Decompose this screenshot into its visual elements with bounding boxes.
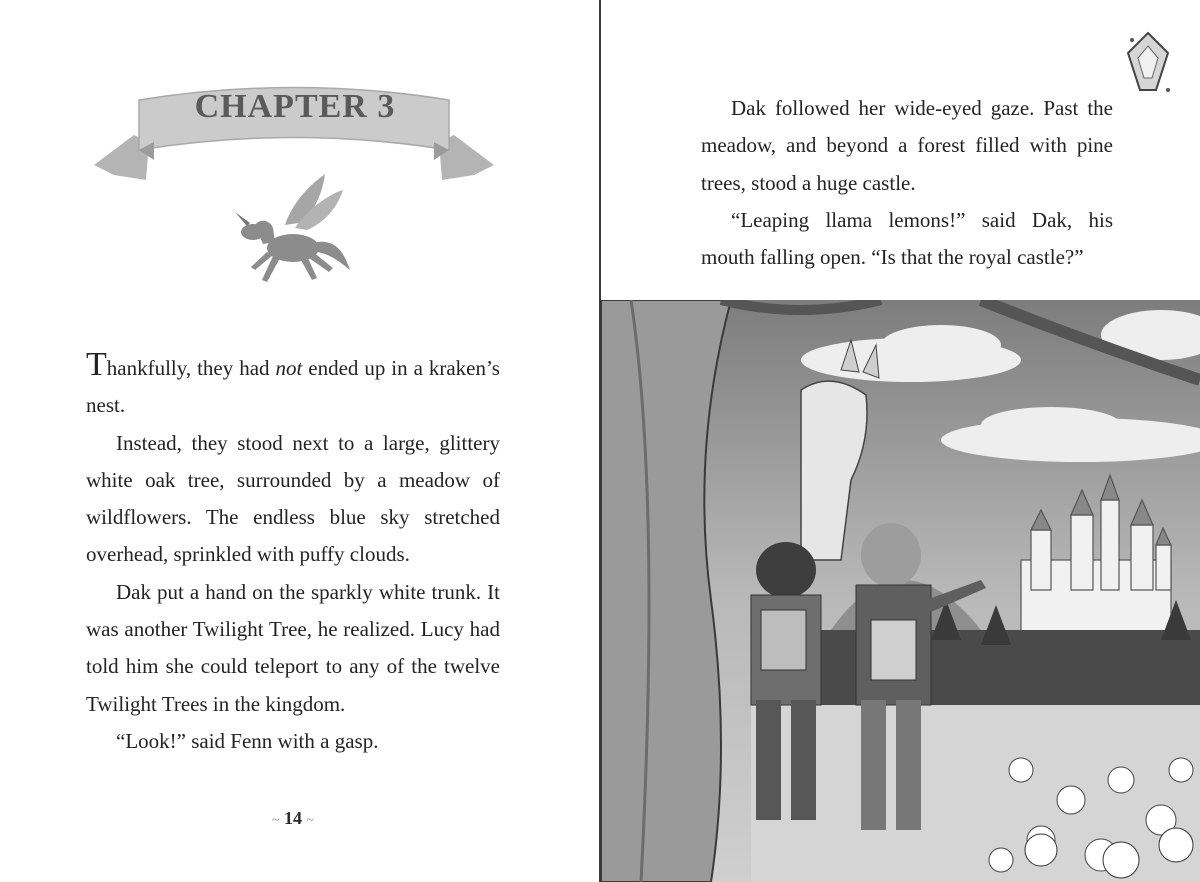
paragraph-1-emphasis: not xyxy=(275,356,303,380)
paragraph-4: “Look!” said Fenn with a gasp. xyxy=(116,728,379,753)
right-body-text xyxy=(701,90,1113,276)
gem-icon xyxy=(1118,28,1178,98)
page-number: ~ 14 ~ xyxy=(271,808,315,828)
paragraph-3: Dak put a hand on the sparkly white trunk. It was another Twilight Tree, he realized. Lucy had told him she could teleport to any of the twelve Twilight Trees in the kingdom. xyxy=(86,579,500,716)
right-paragraph-1: Dak followed her wide-eyed gaze. Past the meadow, and beyond a forest filled with pine trees, stood a huge castle. xyxy=(701,96,1113,195)
drop-cap: T xyxy=(86,346,107,383)
page-number-value: 14 xyxy=(284,808,302,828)
left-body-text xyxy=(86,346,500,760)
pegasus-icon xyxy=(225,170,360,305)
paragraph-1-text-b: ended up in a kraken’s nest. xyxy=(86,356,500,418)
chapter-title: CHAPTER 3 xyxy=(194,88,396,125)
right-paragraph-2: “Leaping llama lemons!” said Dak, his mouth falling open. “Is that the royal castle?” xyxy=(701,207,1113,270)
castle-illustration xyxy=(601,300,1200,882)
paragraph-2: Instead, they stood next to a large, glittery white oak tree, surrounded by a meadow of wildflowers. The endless blue sky stretched overhead, sprinkled with puffy clouds. xyxy=(86,430,500,567)
paragraph-1-text-a: hankfully, they had xyxy=(106,356,276,380)
paragraph-1 xyxy=(86,346,500,425)
